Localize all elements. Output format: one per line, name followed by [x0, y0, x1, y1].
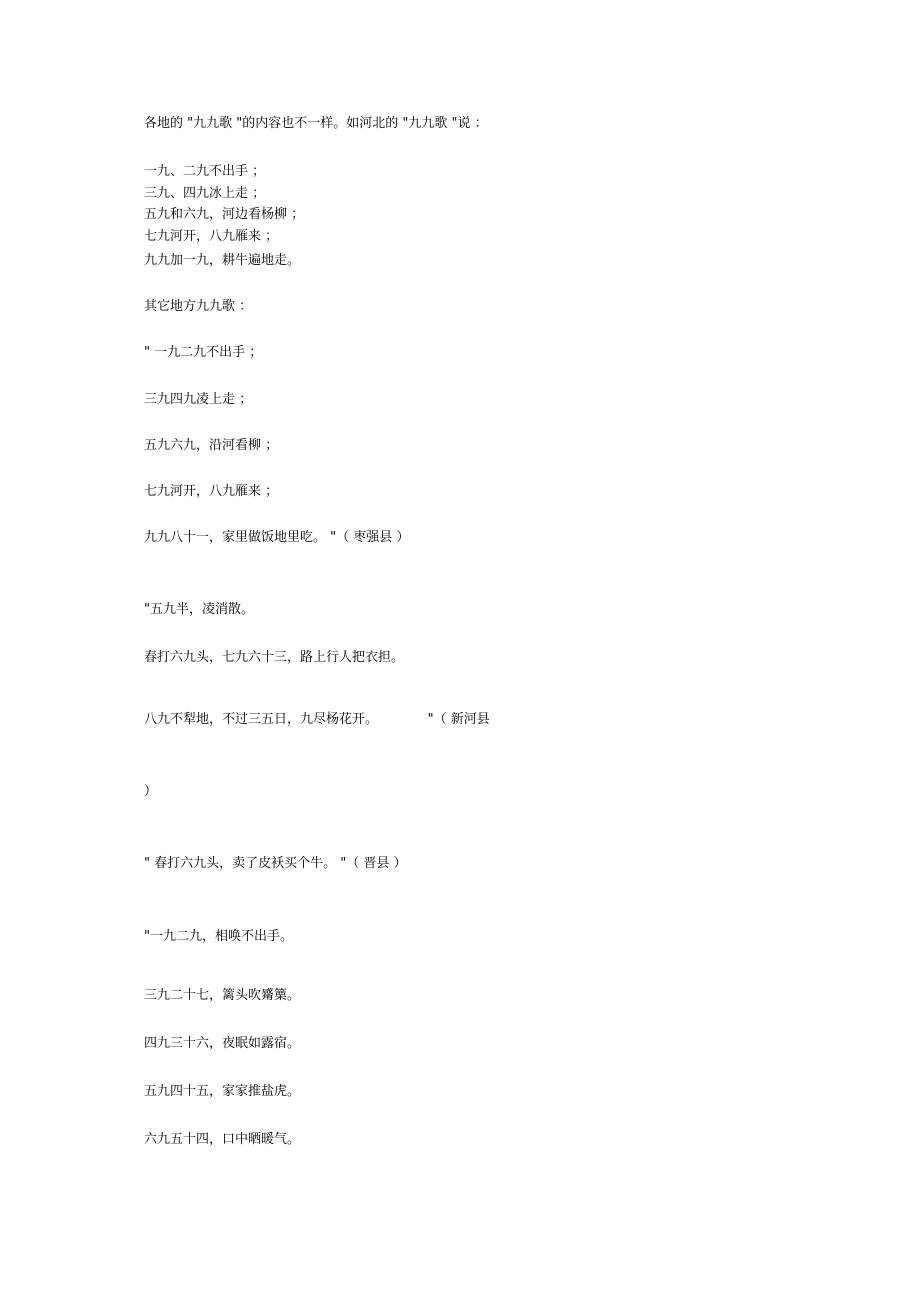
zaoqiang-verse-line-3: 五九六九，沿河看柳 ；: [144, 438, 279, 453]
final-verse-line-5: 六九五十四，口中晒暖气。: [144, 1132, 301, 1147]
other-regions-heading: 其它地方九九歌 ：: [144, 299, 253, 314]
xinhe-verse-closing-paren: ）: [144, 784, 158, 799]
zaoqiang-verse-line-1: " 一九二九不出手 ；: [144, 345, 263, 360]
final-verse-line-1: "一九二九，相唤不出手。: [144, 929, 293, 944]
final-verse-line-3: 四九三十六，夜眠如露宿。: [144, 1036, 301, 1051]
xinhe-verse-line-1: "五九半，凌消散。: [144, 602, 254, 617]
xinhe-verse-line-2: 春打六九头，七九六十三，路上行人把衣担。: [144, 650, 405, 665]
hebei-verse-line-4: 七九河开，八九雁来 ；: [144, 229, 279, 244]
hebei-verse-line-2: 三九、四九冰上走 ；: [144, 186, 266, 201]
hebei-verse-line-3: 五九和六九，河边看杨柳 ；: [144, 207, 305, 222]
hebei-verse-line-5: 九九加一九，耕牛遍地走。: [144, 253, 301, 268]
xinhe-verse-line-3: 八九不犁地，不过三五日，九尽杨花开。 "（ 新河县: [144, 712, 490, 727]
final-verse-line-4: 五九四十五，家家推盐虎。: [144, 1084, 301, 1099]
zaoqiang-verse-line-5: 九九八十一，家里做饭地里吃。 "（ 枣强县 ）: [144, 530, 410, 545]
hebei-verse-line-1: 一九、二九不出手 ；: [144, 164, 266, 179]
final-verse-line-2: 三九二十七，篱头吹觱篥。: [144, 988, 301, 1003]
zaoqiang-verse-line-4: 七九河开，八九雁来 ；: [144, 484, 279, 499]
jinxian-verse: " 春打六九头，卖了皮袄买个牛。 "（ 晋县 ）: [144, 856, 407, 871]
intro-paragraph: 各地的 "九九歌 "的内容也不一样。如河北的 "九九歌 "说 ：: [144, 116, 488, 131]
zaoqiang-verse-line-2: 三九四九凌上走 ；: [144, 392, 253, 407]
